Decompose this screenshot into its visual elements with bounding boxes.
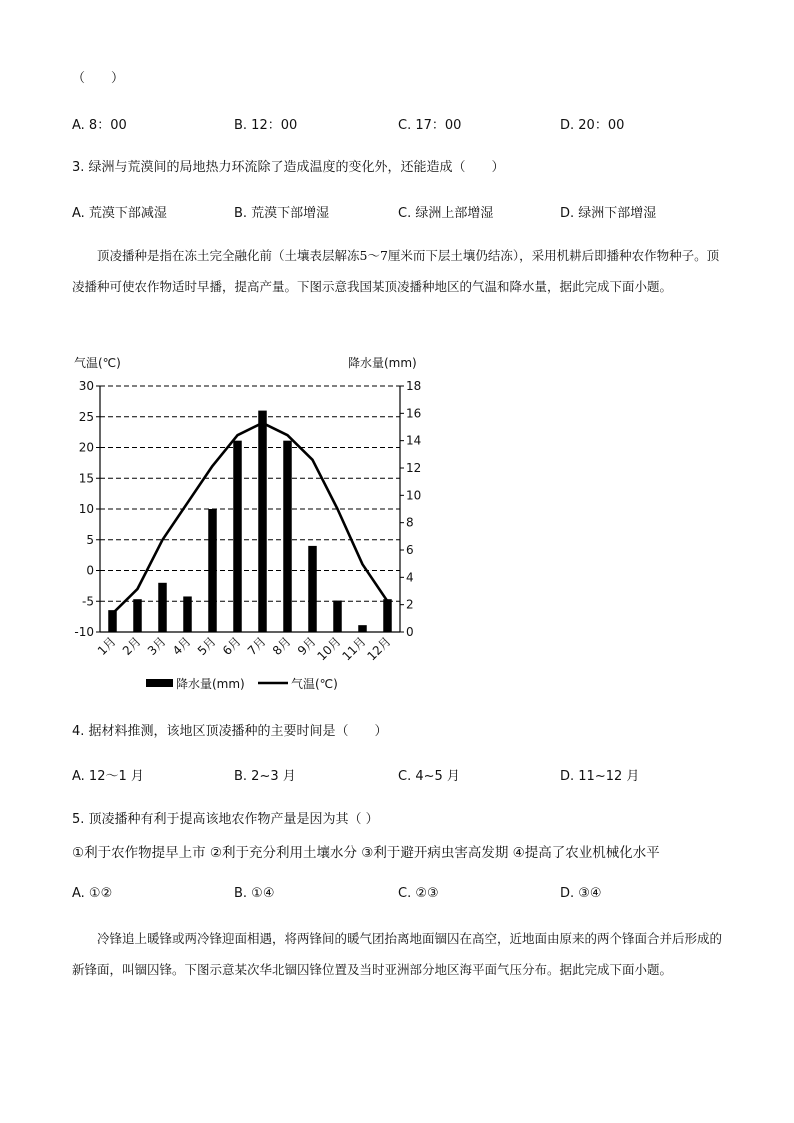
q2-option-c[interactable]: C. 17：00 bbox=[398, 118, 462, 133]
right-tick-label: 10 bbox=[406, 488, 422, 503]
q3-stem: 3. 绿洲与荒漠间的局地热力环流除了造成温度的变化外，还能造成（ ） bbox=[72, 160, 505, 175]
precip-bar bbox=[133, 599, 142, 632]
month-label: 6月 bbox=[219, 634, 244, 659]
material-paragraph-1: 顶凌播种是指在冻土完全融化前（土壤表层解冻5～7厘米而下层土壤仍结冻），采用机耕后即播种农作物种子。顶凌播种可使农作物适时早播，提高产量。下图示意我国某顶凌播种地区的气温和降水量，据此完成下面小题。 bbox=[72, 248, 720, 294]
climate-chart bbox=[0, 350, 794, 710]
q4-option-c[interactable]: C. 4~5 月 bbox=[398, 769, 460, 784]
q3-option-d[interactable]: D. 绿洲下部增湿 bbox=[560, 206, 657, 221]
left-tick-label: 5 bbox=[86, 532, 94, 547]
legend-bar-swatch bbox=[146, 679, 173, 687]
precip-bar bbox=[283, 441, 292, 632]
month-label: 7月 bbox=[244, 634, 269, 659]
right-tick-label: 18 bbox=[406, 379, 422, 393]
right-tick-label: 2 bbox=[406, 597, 414, 612]
material-paragraph-2: 冷锋追上暖锋或两冷锋迎面相遇，将两锋间的暖气团抬离地面锢囚在高空，近地面由原来的两个锋面合并后形成的新锋面，叫锢囚锋。下图示意某次华北锢囚锋位置及当时亚洲部分地区海平面气压分布。据此完成下面小题。 bbox=[72, 931, 723, 977]
left-tick-label: 10 bbox=[78, 502, 94, 516]
precip-bar bbox=[358, 625, 367, 632]
q2-option-d[interactable]: D. 20：00 bbox=[560, 118, 625, 133]
month-label: 4月 bbox=[169, 634, 194, 659]
right-tick-label: 16 bbox=[406, 406, 422, 421]
month-label: 1月 bbox=[94, 634, 119, 659]
precip-bar bbox=[308, 546, 317, 632]
month-label: 11月 bbox=[339, 634, 369, 664]
right-tick-label: 8 bbox=[406, 515, 414, 530]
right-tick-label: 4 bbox=[406, 570, 414, 585]
legend-line-label: 气温(℃) bbox=[291, 677, 338, 691]
left-tick-label: 20 bbox=[78, 440, 94, 455]
precip-bar bbox=[158, 583, 167, 632]
right-tick-label: 6 bbox=[406, 543, 414, 557]
q2-option-b[interactable]: B. 12：00 bbox=[234, 118, 298, 133]
month-label: 9月 bbox=[294, 634, 319, 659]
q2-answer-bracket: （ ） bbox=[72, 71, 125, 86]
q3-option-c[interactable]: C. 绿洲上部增湿 bbox=[398, 206, 494, 221]
precip-bar bbox=[233, 441, 242, 632]
q3-option-a[interactable]: A. 荒漠下部减湿 bbox=[72, 206, 167, 221]
left-axis-label: 气温(℃) bbox=[74, 356, 121, 370]
precip-bar bbox=[258, 411, 267, 632]
q5-option-b[interactable]: B. ①④ bbox=[234, 886, 275, 901]
month-label: 2月 bbox=[119, 634, 144, 659]
right-axis-label: 降水量(mm) bbox=[348, 356, 417, 370]
temperature-line bbox=[113, 423, 388, 614]
grid-lines bbox=[100, 386, 400, 601]
month-label: 12月 bbox=[364, 634, 394, 664]
legend-bar-label: 降水量(mm) bbox=[176, 677, 245, 691]
q2-option-a[interactable]: A. 8：00 bbox=[72, 118, 127, 133]
right-tick-label: 12 bbox=[406, 461, 422, 475]
left-tick-label: -10 bbox=[74, 625, 94, 639]
month-label: 3月 bbox=[144, 634, 169, 659]
q4-stem: 4. 据材料推测，该地区顶凌播种的主要时间是（ ） bbox=[72, 724, 388, 739]
q4-option-b[interactable]: B. 2~3 月 bbox=[234, 769, 296, 784]
q5-stem: 5. 顶凌播种有利于提高该地农作物产量是因为其（ ） bbox=[72, 812, 379, 827]
right-tick-labels bbox=[406, 379, 421, 639]
left-tick-label: 0 bbox=[86, 563, 94, 578]
left-tick-label: 15 bbox=[78, 471, 94, 486]
left-tick-label: 25 bbox=[78, 409, 94, 424]
left-tick-label: -5 bbox=[82, 594, 94, 609]
right-tick-label: 0 bbox=[406, 625, 414, 639]
left-tick-label: 30 bbox=[78, 379, 94, 393]
q5-option-c[interactable]: C. ②③ bbox=[398, 886, 439, 901]
q4-option-a[interactable]: A. 12～1 月 bbox=[72, 769, 144, 784]
precip-bar bbox=[208, 509, 217, 632]
precip-bar bbox=[183, 596, 192, 632]
q5-statements: ①利于农作物提早上市 ②利于充分利用土壤水分 ③利于避开病虫害高发期 ④提高了农业机械化水平 bbox=[72, 845, 660, 861]
precip-bars bbox=[108, 411, 392, 632]
chart-legend bbox=[146, 676, 338, 691]
month-label: 8月 bbox=[269, 634, 294, 659]
q3-option-b[interactable]: B. 荒漠下部增湿 bbox=[234, 206, 330, 221]
q4-option-d[interactable]: D. 11~12 月 bbox=[560, 769, 640, 784]
precip-bar bbox=[383, 599, 392, 632]
left-tick-labels bbox=[74, 379, 94, 639]
q5-option-d[interactable]: D. ③④ bbox=[560, 886, 602, 901]
month-labels bbox=[95, 634, 394, 663]
q5-option-a[interactable]: A. ①② bbox=[72, 886, 113, 901]
precip-bar bbox=[333, 601, 342, 632]
month-label: 10月 bbox=[314, 634, 344, 664]
right-tick-label: 14 bbox=[406, 433, 422, 448]
month-label: 5月 bbox=[194, 634, 219, 659]
